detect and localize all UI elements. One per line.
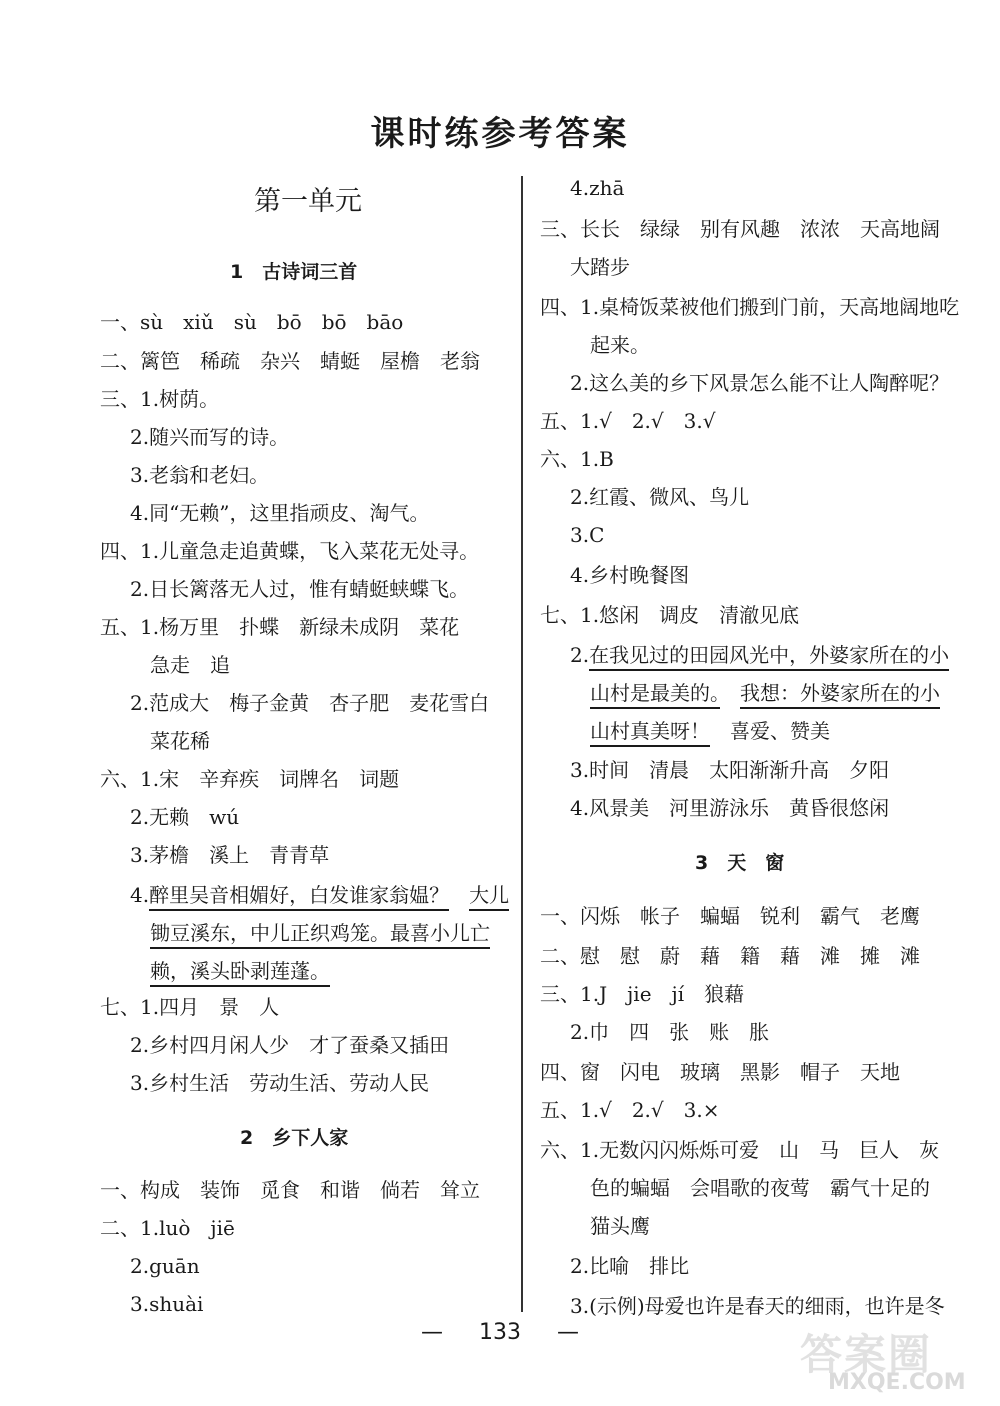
answer-line: 4.风景美 河里游泳乐 黄昏很悠闲 — [570, 796, 890, 820]
underlined-answer: 锄豆溪东，中儿正织鸡笼。最喜小儿亡 — [150, 921, 490, 949]
answer-line: 色的蝙蝠 会唱歌的夜莺 霸气十足的 — [590, 1176, 930, 1200]
answer-line: 起来。 — [590, 333, 650, 357]
answer-line: 急走 追 — [150, 653, 230, 677]
answer-line: 2.日长篱落无人过，惟有蜻蜓蛱蝶飞。 — [130, 577, 470, 601]
answer-line: 猫头鹰 — [590, 1214, 650, 1238]
answer-line: 2.乡村四月闲人少 才了蚕桑又插田 — [130, 1033, 450, 1057]
answer-line: 3.C — [570, 523, 605, 547]
answer-line — [150, 919, 490, 947]
item-number: 2. — [570, 643, 590, 667]
answer-line: 二、慰 慰 蔚 藉 籍 藉 滩 摊 滩 — [540, 944, 920, 968]
answer-line: 三、1.树荫。 — [100, 387, 220, 411]
answer-line: 2.范成大 梅子金黄 杏子肥 麦花雪白 — [130, 691, 490, 715]
underlined-answer: 大儿 — [469, 883, 509, 911]
answer-line: 2.guān — [130, 1254, 200, 1278]
answer-line: 菜花稀 — [150, 729, 210, 753]
column-divider — [521, 176, 523, 1312]
underlined-answer: 山村是最美的。 — [590, 681, 720, 709]
lesson-3-heading — [695, 849, 784, 877]
underlined-answer: 醉里吴音相媚好，白发谁家翁媪？ — [149, 883, 449, 911]
watermark-text: 答案圈 — [800, 1330, 933, 1379]
answer-line: 3.(示例)母爱也许是春天的细雨，也许是冬 — [570, 1294, 945, 1318]
answer-line: 五、1.√ 2.√ 3.√ — [540, 409, 716, 433]
answer-line: 4.同“无赖”，这里指顽皮、淘气。 — [130, 501, 430, 525]
answer-line: 六、1.B — [540, 447, 614, 471]
answer-line: 五、1.√ 2.√ 3.× — [540, 1098, 720, 1122]
answer-line: 二、篱笆 稀疏 杂兴 蜻蜓 屋檐 老翁 — [100, 349, 480, 373]
lesson-2-heading — [240, 1124, 348, 1152]
answer-line: 三、1.J jie jí 狼藉 — [540, 982, 745, 1006]
underlined-answer: 山村真美呀！ — [590, 719, 710, 747]
answer-line: 二、1.luò jiē — [100, 1216, 235, 1240]
answer-line — [570, 641, 949, 669]
answer-line — [590, 717, 830, 745]
watermark-logo — [800, 1322, 966, 1396]
dash-right: — — [557, 1320, 580, 1345]
answer-line: 大踏步 — [570, 255, 630, 279]
underlined-answer: 赖，溪头卧剥莲蓬。 — [150, 959, 330, 987]
answer-line — [590, 679, 940, 707]
answer-line: 3.时间 清晨 太阳渐渐升高 夕阳 — [570, 758, 890, 782]
answer-line: 4.zhā — [570, 176, 625, 200]
dash-left: — — [420, 1320, 443, 1345]
answer-line: 六、1.宋 辛弃疾 词牌名 词题 — [100, 767, 400, 791]
answer-line: 五、1.杨万里 扑蝶 新绿未成阴 菜花 — [100, 615, 460, 639]
underlined-answer: 我想：外婆家所在的小 — [740, 681, 940, 709]
answer-line: 四、窗 闪电 玻璃 黑影 帽子 天地 — [540, 1060, 900, 1084]
answer-line: 一、闪烁 帐子 蝙蝠 锐利 霸气 老鹰 — [540, 904, 920, 928]
answer-line: 3.茅檐 溪上 青青草 — [130, 843, 330, 867]
answer-line — [150, 957, 330, 985]
answer-line: 2.这么美的乡下风景怎么能不让人陶醉呢？ — [570, 371, 950, 395]
answer-line: 3.老翁和老妇。 — [130, 463, 270, 487]
answer-line: 三、长长 绿绿 别有风趣 浓浓 天高地阔 — [540, 217, 940, 241]
answer-line — [130, 881, 509, 909]
page-title: 课时练参考答案 — [370, 114, 630, 154]
page-number-value: 133 — [479, 1320, 521, 1345]
lesson-number: 1 — [230, 261, 244, 283]
answer-line: 四、1.桌椅饭菜被他们搬到门前，天高地阔地吃 — [540, 295, 960, 319]
answer-line: 四、1.儿童急走追黄蝶，飞入菜花无处寻。 — [100, 539, 480, 563]
lesson-number: 3 — [695, 852, 709, 874]
answer-line: 六、1.无数闪闪烁烁可爱 山 马 巨人 灰 — [540, 1138, 940, 1162]
answer-line: 2.巾 四 张 账 胀 — [570, 1020, 770, 1044]
lesson-1-heading — [230, 258, 357, 286]
lesson-title: 天 窗 — [727, 852, 785, 874]
answer-line: 2.红霞、微风、鸟儿 — [570, 485, 750, 509]
answer-line: 2.无赖 wú — [130, 805, 240, 829]
answer-line: 一、sù xiǔ sù bō bō bāo — [100, 310, 404, 334]
answer-line: 4.乡村晚餐图 — [570, 563, 690, 587]
lesson-number: 2 — [240, 1127, 254, 1149]
answer-line: 3.shuài — [130, 1292, 204, 1316]
item-number: 4. — [130, 883, 150, 907]
unit-heading: 第一单元 — [254, 186, 362, 217]
answer-line: 七、1.四月 景 人 — [100, 995, 280, 1019]
answer-text: 喜爱、赞美 — [710, 719, 830, 743]
answer-line: 3.乡村生活 劳动生活、劳动人民 — [130, 1071, 430, 1095]
lesson-title: 乡下人家 — [272, 1127, 349, 1149]
lesson-title: 古诗词三首 — [262, 261, 358, 283]
answer-line: 2.比喻 排比 — [570, 1254, 690, 1278]
answer-line: 七、1.悠闲 调皮 清澈见底 — [540, 603, 800, 627]
watermark-url: MXQE.COM — [828, 1370, 966, 1395]
underlined-answer: 在我见过的田园风光中，外婆家所在的小 — [589, 643, 949, 671]
answer-line: 一、构成 装饰 觅食 和谐 倘若 耸立 — [100, 1178, 480, 1202]
answer-line: 2.随兴而写的诗。 — [130, 425, 290, 449]
